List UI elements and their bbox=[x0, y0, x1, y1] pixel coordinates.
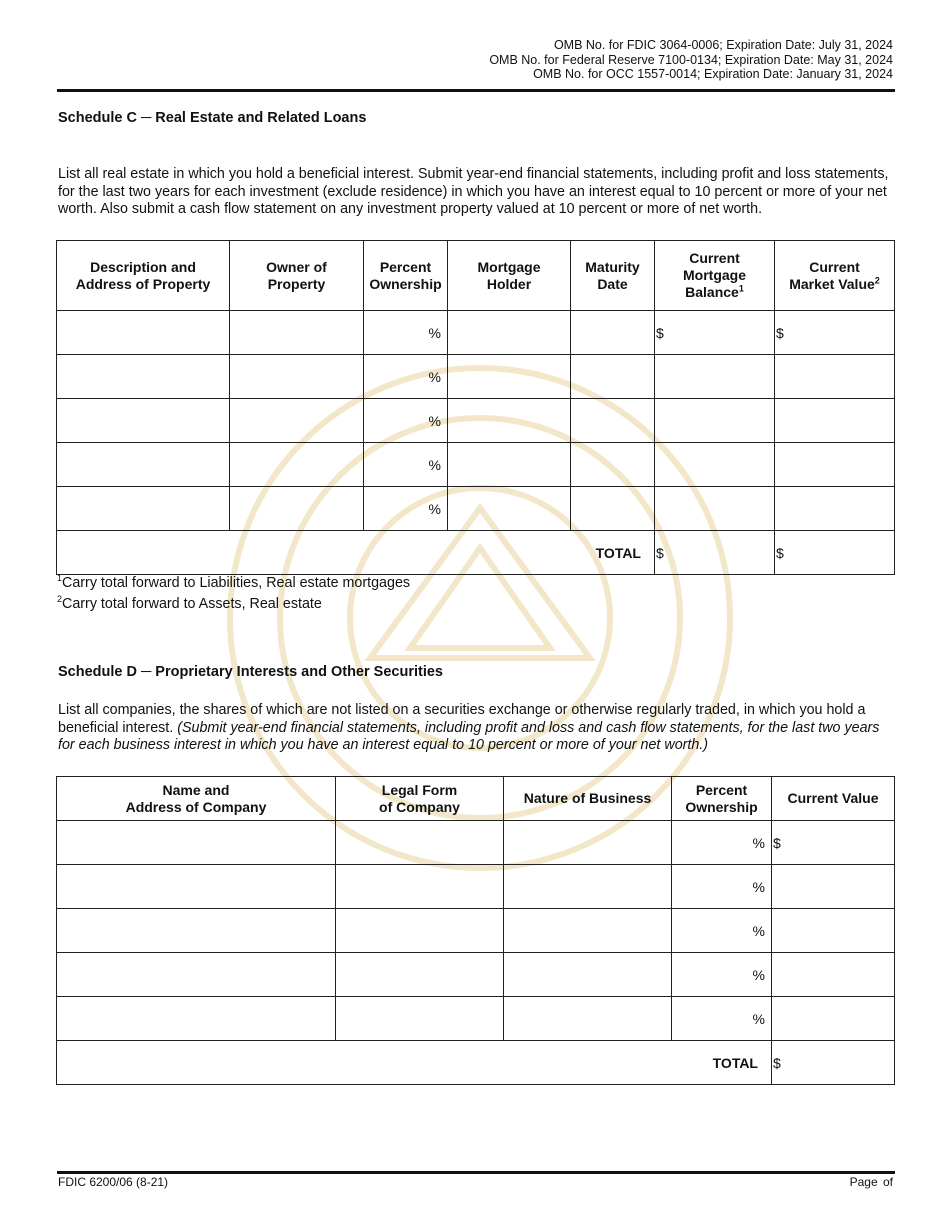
value-cell[interactable] bbox=[772, 953, 895, 997]
maturity-cell[interactable] bbox=[571, 487, 655, 531]
table-row bbox=[57, 997, 895, 1041]
percent-cell[interactable]: % bbox=[364, 355, 448, 399]
omb-line-fdic: OMB No. for FDIC 3064-0006; Expiration Date: July 31, 2024 bbox=[553, 38, 893, 52]
total-market-value-cell[interactable]: $ bbox=[775, 531, 895, 575]
percent-cell[interactable]: % bbox=[672, 997, 772, 1041]
top-rule bbox=[57, 89, 895, 92]
table-row bbox=[57, 487, 895, 531]
table-row bbox=[57, 865, 895, 909]
maturity-cell[interactable] bbox=[571, 355, 655, 399]
col-mortgage-balance: Current Mortgage Balance$^1$ bbox=[655, 241, 775, 311]
page-number: Page of bbox=[849, 1175, 893, 1189]
owner-cell[interactable] bbox=[230, 487, 364, 531]
legal-form-cell[interactable] bbox=[336, 953, 504, 997]
description-cell[interactable] bbox=[57, 399, 230, 443]
company-name-cell[interactable] bbox=[57, 909, 336, 953]
col-company-name: Name and Address of Company bbox=[57, 777, 336, 821]
legal-form-cell[interactable] bbox=[336, 909, 504, 953]
description-cell[interactable] bbox=[57, 311, 230, 355]
owner-cell[interactable] bbox=[230, 443, 364, 487]
percent-cell[interactable]: % bbox=[672, 909, 772, 953]
omb-numbers bbox=[489, 38, 893, 82]
percent-cell[interactable]: % bbox=[672, 821, 772, 865]
nature-cell[interactable] bbox=[504, 997, 672, 1041]
market-value-cell[interactable]: $ bbox=[775, 311, 895, 355]
schedule-c-title: Schedule C ─ Real Estate and Related Loans bbox=[58, 110, 367, 126]
col-current-value: Current Value bbox=[772, 777, 895, 821]
description-cell[interactable] bbox=[57, 443, 230, 487]
mortgage-holder-cell[interactable] bbox=[448, 443, 571, 487]
market-value-cell[interactable] bbox=[775, 443, 895, 487]
company-name-cell[interactable] bbox=[57, 997, 336, 1041]
col-market-value: Current Market Value$^2$ bbox=[775, 241, 895, 311]
company-name-cell[interactable] bbox=[57, 821, 336, 865]
schedule-d-total-row bbox=[57, 1041, 895, 1085]
nature-cell[interactable] bbox=[504, 909, 672, 953]
mortgage-holder-cell[interactable] bbox=[448, 355, 571, 399]
table-row bbox=[57, 443, 895, 487]
nature-cell[interactable] bbox=[504, 953, 672, 997]
total-balance-cell[interactable]: $ bbox=[655, 531, 775, 575]
value-cell[interactable]: $ bbox=[772, 821, 895, 865]
percent-cell[interactable]: % bbox=[364, 443, 448, 487]
value-cell[interactable] bbox=[772, 865, 895, 909]
schedule-d-title: Schedule D ─ Proprietary Interests and Other Securities bbox=[58, 664, 443, 680]
balance-cell[interactable] bbox=[655, 355, 775, 399]
total-label: TOTAL bbox=[57, 1041, 772, 1085]
footnote-2: $^2$Carry total forward to Assets, Real estate bbox=[57, 594, 322, 612]
schedule-d-table bbox=[56, 776, 895, 1085]
col-maturity: Maturity Date bbox=[571, 241, 655, 311]
col-percent-ownership: Percent Ownership bbox=[672, 777, 772, 821]
mortgage-holder-cell[interactable] bbox=[448, 487, 571, 531]
schedule-c-table bbox=[56, 240, 895, 575]
table-row bbox=[57, 821, 895, 865]
market-value-cell[interactable] bbox=[775, 399, 895, 443]
owner-cell[interactable] bbox=[230, 311, 364, 355]
schedule-c-header-row bbox=[57, 241, 895, 311]
percent-cell[interactable]: % bbox=[364, 487, 448, 531]
col-nature-of-business: Nature of Business bbox=[504, 777, 672, 821]
table-row bbox=[57, 399, 895, 443]
col-mortgage-holder: Mortgage Holder bbox=[448, 241, 571, 311]
col-description: Description and Address of Property bbox=[57, 241, 230, 311]
total-value-cell[interactable]: $ bbox=[772, 1041, 895, 1085]
owner-cell[interactable] bbox=[230, 399, 364, 443]
legal-form-cell[interactable] bbox=[336, 997, 504, 1041]
nature-cell[interactable] bbox=[504, 821, 672, 865]
market-value-cell[interactable] bbox=[775, 355, 895, 399]
mortgage-holder-cell[interactable] bbox=[448, 311, 571, 355]
company-name-cell[interactable] bbox=[57, 865, 336, 909]
omb-line-occ: OMB No. for OCC 1557-0014; Expiration Date: January 31, 2024 bbox=[533, 67, 893, 81]
balance-cell[interactable] bbox=[655, 399, 775, 443]
percent-cell[interactable]: % bbox=[672, 865, 772, 909]
form-id: FDIC 6200/06 (8-21) bbox=[58, 1175, 169, 1189]
balance-cell[interactable] bbox=[655, 443, 775, 487]
col-legal-form: Legal Form of Company bbox=[336, 777, 504, 821]
percent-cell[interactable]: % bbox=[364, 399, 448, 443]
col-owner: Owner of Property bbox=[230, 241, 364, 311]
schedule-d-header-row bbox=[57, 777, 895, 821]
balance-cell[interactable]: $ bbox=[655, 311, 775, 355]
description-cell[interactable] bbox=[57, 355, 230, 399]
percent-cell[interactable]: % bbox=[364, 311, 448, 355]
schedule-c-total-row bbox=[57, 531, 895, 575]
value-cell[interactable] bbox=[772, 997, 895, 1041]
nature-cell[interactable] bbox=[504, 865, 672, 909]
owner-cell[interactable] bbox=[230, 355, 364, 399]
table-row bbox=[57, 909, 895, 953]
maturity-cell[interactable] bbox=[571, 399, 655, 443]
maturity-cell[interactable] bbox=[571, 311, 655, 355]
percent-cell[interactable]: % bbox=[672, 953, 772, 997]
legal-form-cell[interactable] bbox=[336, 865, 504, 909]
balance-cell[interactable] bbox=[655, 487, 775, 531]
col-percent: Percent Ownership bbox=[364, 241, 448, 311]
table-row bbox=[57, 311, 895, 355]
omb-line-federal-reserve: OMB No. for Federal Reserve 7100-0134; Expiration Date: May 31, 2024 bbox=[489, 52, 893, 67]
table-row bbox=[57, 355, 895, 399]
description-cell[interactable] bbox=[57, 487, 230, 531]
mortgage-holder-cell[interactable] bbox=[448, 399, 571, 443]
table-row bbox=[57, 953, 895, 997]
legal-form-cell[interactable] bbox=[336, 821, 504, 865]
company-name-cell[interactable] bbox=[57, 953, 336, 997]
total-label: TOTAL bbox=[57, 531, 655, 575]
schedule-c-intro: List all real estate in which you hold a beneficial interest. Submit year-end financial statements, including profit and loss statements, for the last two years for each investment (exclude residence) in which you have an interest equal to 10 percent or more of your net worth. Also submit a cash flow statement on any investment property valued at 10 percent or more of net worth. bbox=[58, 166, 889, 217]
schedule-d-intro: List all companies, the shares of which are not listed on a securities exchange or otherwise regularly traded, in which you hold a beneficial interest. (Submit year-end financial statements, including profit and loss and cash flow statements, for the last two years for each business interest in which you have an interest equal to 10 percent or more of your net worth.) bbox=[58, 702, 880, 753]
maturity-cell[interactable] bbox=[571, 443, 655, 487]
value-cell[interactable] bbox=[772, 909, 895, 953]
bottom-rule bbox=[57, 1171, 895, 1174]
footnote-1: $^1$Carry total forward to Liabilities, Real estate mortgages bbox=[57, 573, 411, 591]
market-value-cell[interactable] bbox=[775, 487, 895, 531]
